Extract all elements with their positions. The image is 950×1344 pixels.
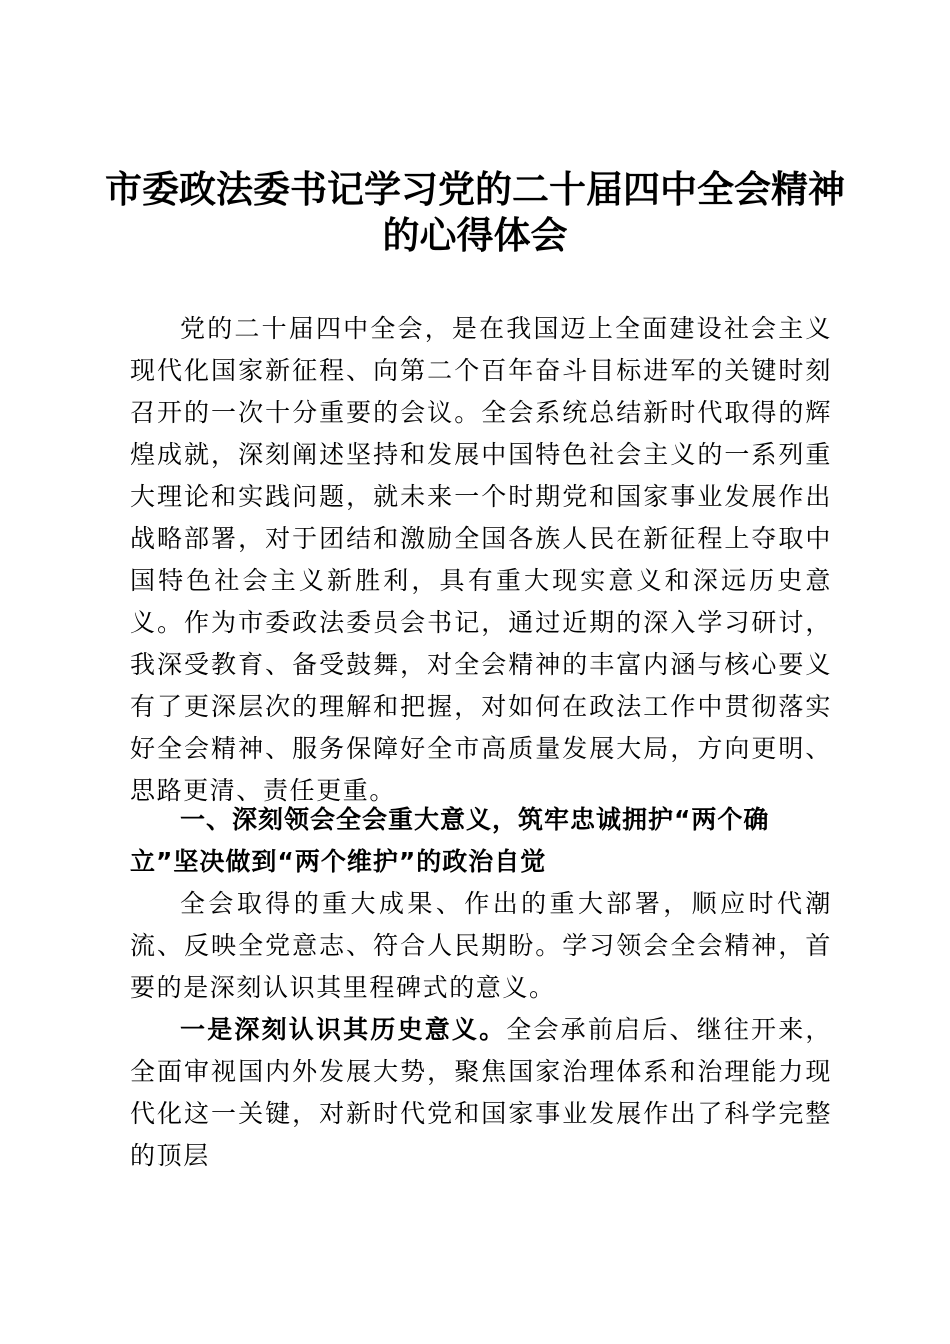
section-heading-1: 一、深刻领会全会重大意义，筑牢忠诚拥护“两个确立”坚决做到“两个维护”的政治自觉 [130,805,770,876]
intro-paragraph: 党的二十届四中全会，是在我国迈上全面建设社会主义现代化国家新征程、向第二个百年奋斗目标进军的关键时刻召开的一次十分重要的会议。全会系统总结新时代取得的辉煌成就，深刻阐述坚持和发展中国特色社会主义的一系列重大理论和实践问题，就未来一个时期党和国家事业发展作出战略部署，对于团结和激励全国各族人民在新征程上夺取中国特色社会主义新胜利，具有重大现实意义和深远历史意义。作为市委政法委员会书记，通过近期的深入学习研讨，我深受教育、备受鼓舞，对全会精神的丰富内涵与核心要义有了更深层次的理解和把握，对如何在政法工作中贯彻落实好全会精神、服务保障好全市高质量发展大局，方向更明、思路更清、责任更重。 [130,314,832,805]
section-1-intro-paragraph: 全会取得的重大成果、作出的重大部署，顺应时代潮流、反映全党意志、符合人民期盼。学习领会全会精神，首要的是深刻认识其里程碑式的意义。 [130,889,832,1002]
document-title: 市委政法委书记学习党的二十届四中全会精神的心得体会 [105,167,845,257]
point-1-paragraph [130,1009,832,1177]
point-1-body: 全会承前启后、继往开来，全面审视国内外发展大势，聚焦国家治理体系和治理能力现代化这一关键，对新时代党和国家事业发展作出了科学完整的顶层 [130,1015,832,1170]
point-1-lead: 一是深刻认识其历史意义。 [180,1015,507,1044]
